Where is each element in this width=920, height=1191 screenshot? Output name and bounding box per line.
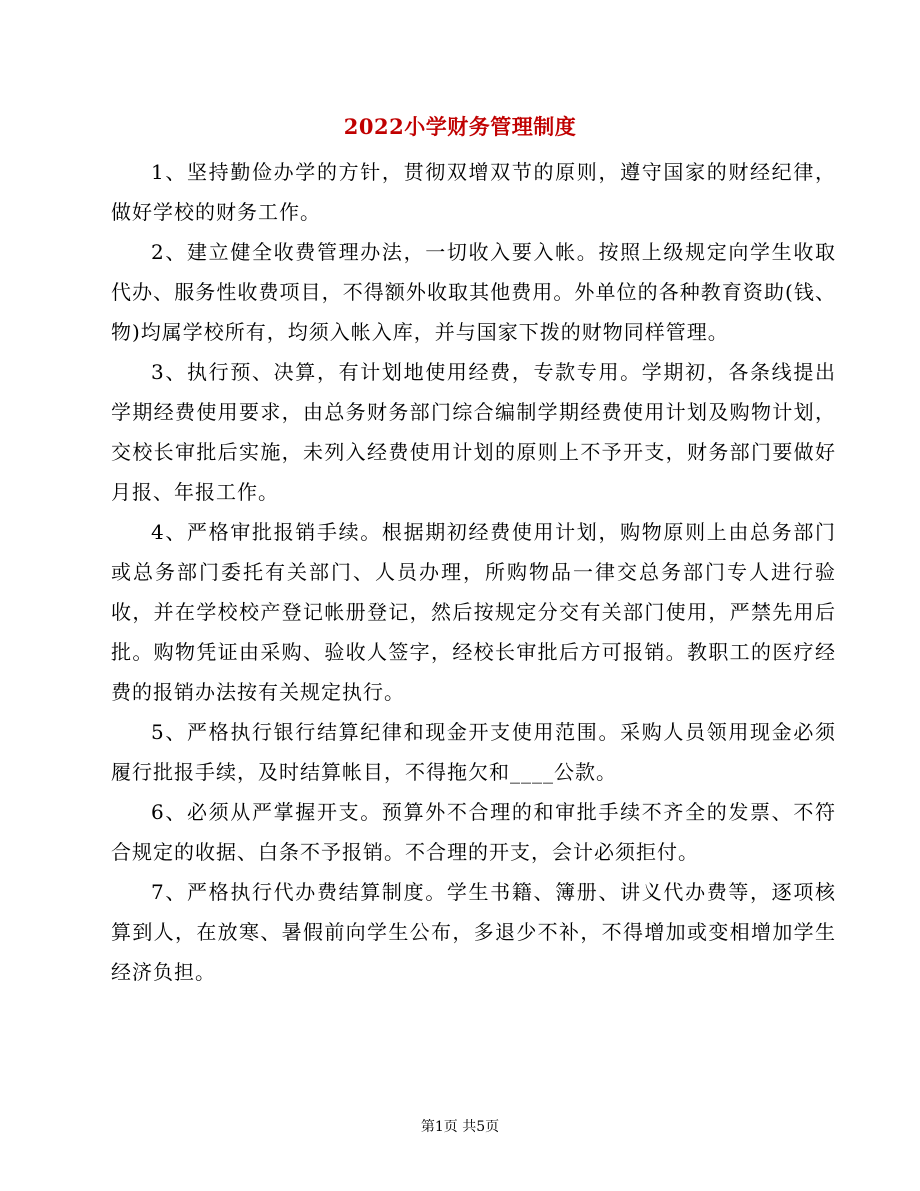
paragraph-4: 4、严格审批报销手续。根据期初经费使用计划，购物原则上由总务部门或总务部门委托有关部门、人员办理，所购物品一律交总务部门专人进行验收，并在学校校产登记帐册登记，然后按规定分交有关部门使用，严禁先用后批。购物凭证由采购、验收人签字，经校长审批后方可报销。教职工的医疗经费的报销办法按有关规定执行。 <box>111 520 836 704</box>
paragraph-1: 1、坚持勤俭办学的方针，贯彻双增双节的原则，遵守国家的财经纪律，做好学校的财务工作。 <box>111 160 836 224</box>
paragraph-7: 7、严格执行代办费结算制度。学生书籍、簿册、讲义代办费等，逐项核算到人，在放寒、暑假前向学生公布，多退少不补，不得增加或变相增加学生经济负担。 <box>111 880 836 984</box>
document-body <box>111 152 836 992</box>
paragraph-6: 6、必须从严掌握开支。预算外不合理的和审批手续不齐全的发票、不符合规定的收据、白条不予报销。不合理的开支，会计必须拒付。 <box>111 800 836 864</box>
paragraph-2: 2、建立健全收费管理办法，一切收入要入帐。按照上级规定向学生收取代办、服务性收费项目，不得额外收取其他费用。外单位的各种教育资助(钱、物)均属学校所有，均须入帐入库，并与国家下拨的财物同样管理。 <box>111 240 836 344</box>
paragraph-3: 3、执行预、决算，有计划地使用经费，专款专用。学期初，各条线提出学期经费使用要求，由总务财务部门综合编制学期经费使用计划及购物计划，交校长审批后实施，未列入经费使用计划的原则上不予开支，财务部门要做好月报、年报工作。 <box>111 360 836 504</box>
page-number-footer: 第1页 共5页 <box>420 1119 500 1135</box>
paragraph-5: 5、严格执行银行结算纪律和现金开支使用范围。采购人员领用现金必须履行批报手续，及时结算帐目，不得拖欠和____公款。 <box>111 720 836 784</box>
document-title: 2022小学财务管理制度 <box>343 114 577 139</box>
